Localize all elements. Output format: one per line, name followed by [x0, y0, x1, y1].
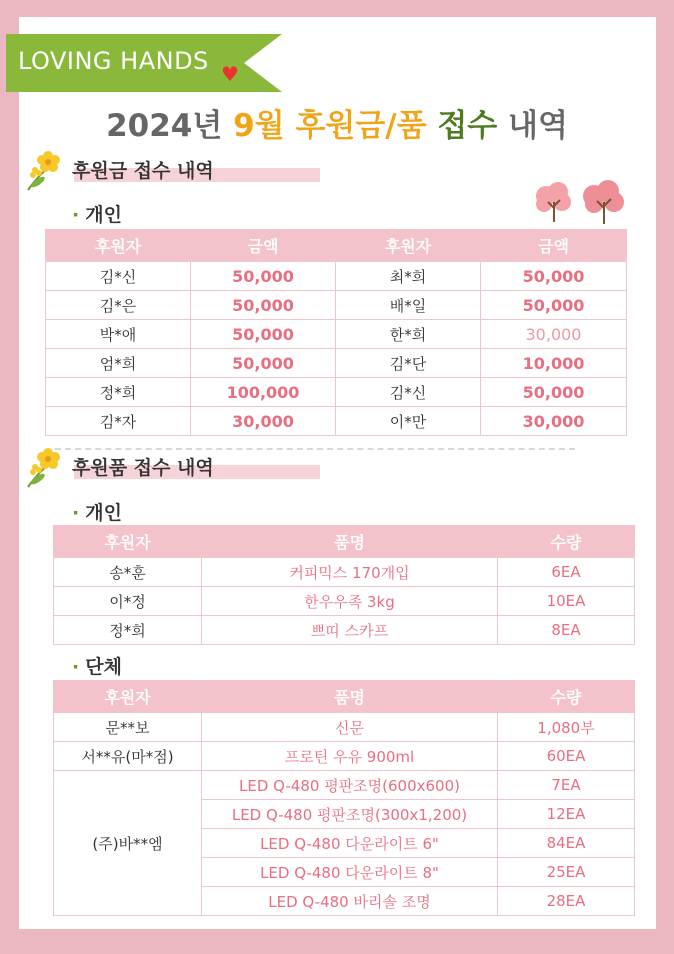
subsection-individual-money: · 개인: [72, 204, 122, 226]
table-row: [54, 587, 635, 616]
subsection-individual-goods: · 개인: [72, 502, 122, 524]
quantity: 60EA: [498, 742, 635, 771]
subsection-label: 개인: [85, 502, 122, 524]
table-row: [54, 616, 635, 645]
item-name: LED Q-480 다운라이트 6": [202, 829, 498, 858]
table-row: [46, 349, 627, 378]
amount: 50,000: [481, 291, 627, 320]
donor-name: 김*신: [336, 378, 481, 407]
donor-name: 서**유(마*점): [54, 742, 202, 771]
table-row: [54, 558, 635, 587]
loving-hands-banner: [6, 34, 282, 92]
quantity: 28EA: [498, 887, 635, 916]
amount: 50,000: [481, 262, 627, 291]
goods-individual-table: [53, 525, 635, 645]
section-divider: [55, 448, 575, 450]
col-header-item: 품명: [202, 526, 498, 558]
table-row: [54, 742, 635, 771]
item-name: LED Q-480 바리솔 조명: [202, 887, 498, 916]
table-row: [46, 320, 627, 349]
donor-name: 배*일: [336, 291, 481, 320]
quantity: 12EA: [498, 800, 635, 829]
donor-name: 송*훈: [54, 558, 202, 587]
item-name: 신문: [202, 713, 498, 742]
amount: 100,000: [191, 378, 336, 407]
item-name: LED Q-480 평판조명(300x1,200): [202, 800, 498, 829]
amount: 50,000: [191, 349, 336, 378]
quantity: 8EA: [498, 616, 635, 645]
heart-icon: ♥: [221, 62, 239, 86]
title-donation: 후원금/품: [295, 108, 427, 144]
item-name: 프로틴 우유 900ml: [202, 742, 498, 771]
donor-name: 김*신: [46, 262, 191, 291]
table-row: [54, 771, 635, 800]
section-title: 후원품 접수 내역: [72, 457, 214, 479]
col-header-qty: 수량: [498, 526, 635, 558]
donor-name: 정*희: [54, 616, 202, 645]
flower-icon: [24, 443, 70, 489]
section-title: 후원금 접수 내역: [72, 160, 214, 182]
donor-name: 최*희: [336, 262, 481, 291]
item-name: LED Q-480 다운라이트 8": [202, 858, 498, 887]
quantity: 7EA: [498, 771, 635, 800]
col-header-amount: 금액: [481, 230, 627, 262]
quantity: 1,080부: [498, 713, 635, 742]
amount: 50,000: [191, 320, 336, 349]
amount: 30,000: [481, 320, 627, 349]
subsection-label: 개인: [85, 204, 122, 226]
flower-icon: [24, 146, 70, 192]
col-header-donor: 후원자: [54, 681, 202, 713]
item-name: 쁘띠 스카프: [202, 616, 498, 645]
amount: 10,000: [481, 349, 627, 378]
item-name: LED Q-480 평판조명(600x600): [202, 771, 498, 800]
donor-name: 김*은: [46, 291, 191, 320]
donor-name: 박*애: [46, 320, 191, 349]
title-receive: 접수: [437, 108, 498, 144]
quantity: 10EA: [498, 587, 635, 616]
col-header-qty: 수량: [498, 681, 635, 713]
amount: 50,000: [191, 291, 336, 320]
donor-name: 김*단: [336, 349, 481, 378]
banner-text: LOVING HANDS: [18, 47, 209, 75]
amount: 50,000: [481, 378, 627, 407]
donor-name: (주)바**엠: [54, 771, 202, 916]
title-month: 9월: [233, 108, 285, 144]
col-header-amount: 금액: [191, 230, 336, 262]
col-header-donor: 후원자: [54, 526, 202, 558]
amount: 30,000: [481, 407, 627, 436]
table-row: [46, 407, 627, 436]
subsection-group-goods: · 단체: [72, 656, 122, 678]
donor-name: 이*정: [54, 587, 202, 616]
item-name: 한우우족 3kg: [202, 587, 498, 616]
money-table: [45, 229, 627, 436]
table-row: [46, 291, 627, 320]
quantity: 6EA: [498, 558, 635, 587]
page-title: [0, 100, 674, 145]
title-history: 내역: [508, 108, 568, 144]
donor-name: 문**보: [54, 713, 202, 742]
table-row: [54, 713, 635, 742]
donor-name: 김*자: [46, 407, 191, 436]
donor-name: 정*희: [46, 378, 191, 407]
table-row: [46, 378, 627, 407]
amount: 30,000: [191, 407, 336, 436]
amount: 50,000: [191, 262, 336, 291]
quantity: 84EA: [498, 829, 635, 858]
donor-name: 이*만: [336, 407, 481, 436]
subsection-label: 단체: [85, 656, 122, 678]
donor-name: 한*희: [336, 320, 481, 349]
col-header-item: 품명: [202, 681, 498, 713]
table-row: [46, 262, 627, 291]
donor-name: 엄*희: [46, 349, 191, 378]
quantity: 25EA: [498, 858, 635, 887]
item-name: 커피믹스 170개입: [202, 558, 498, 587]
col-header-donor: 후원자: [46, 230, 191, 262]
tree-icon: [532, 180, 576, 224]
title-year: 2024년: [106, 108, 223, 144]
col-header-donor: 후원자: [336, 230, 481, 262]
goods-group-table: [53, 680, 635, 916]
tree-icon: [580, 178, 628, 226]
